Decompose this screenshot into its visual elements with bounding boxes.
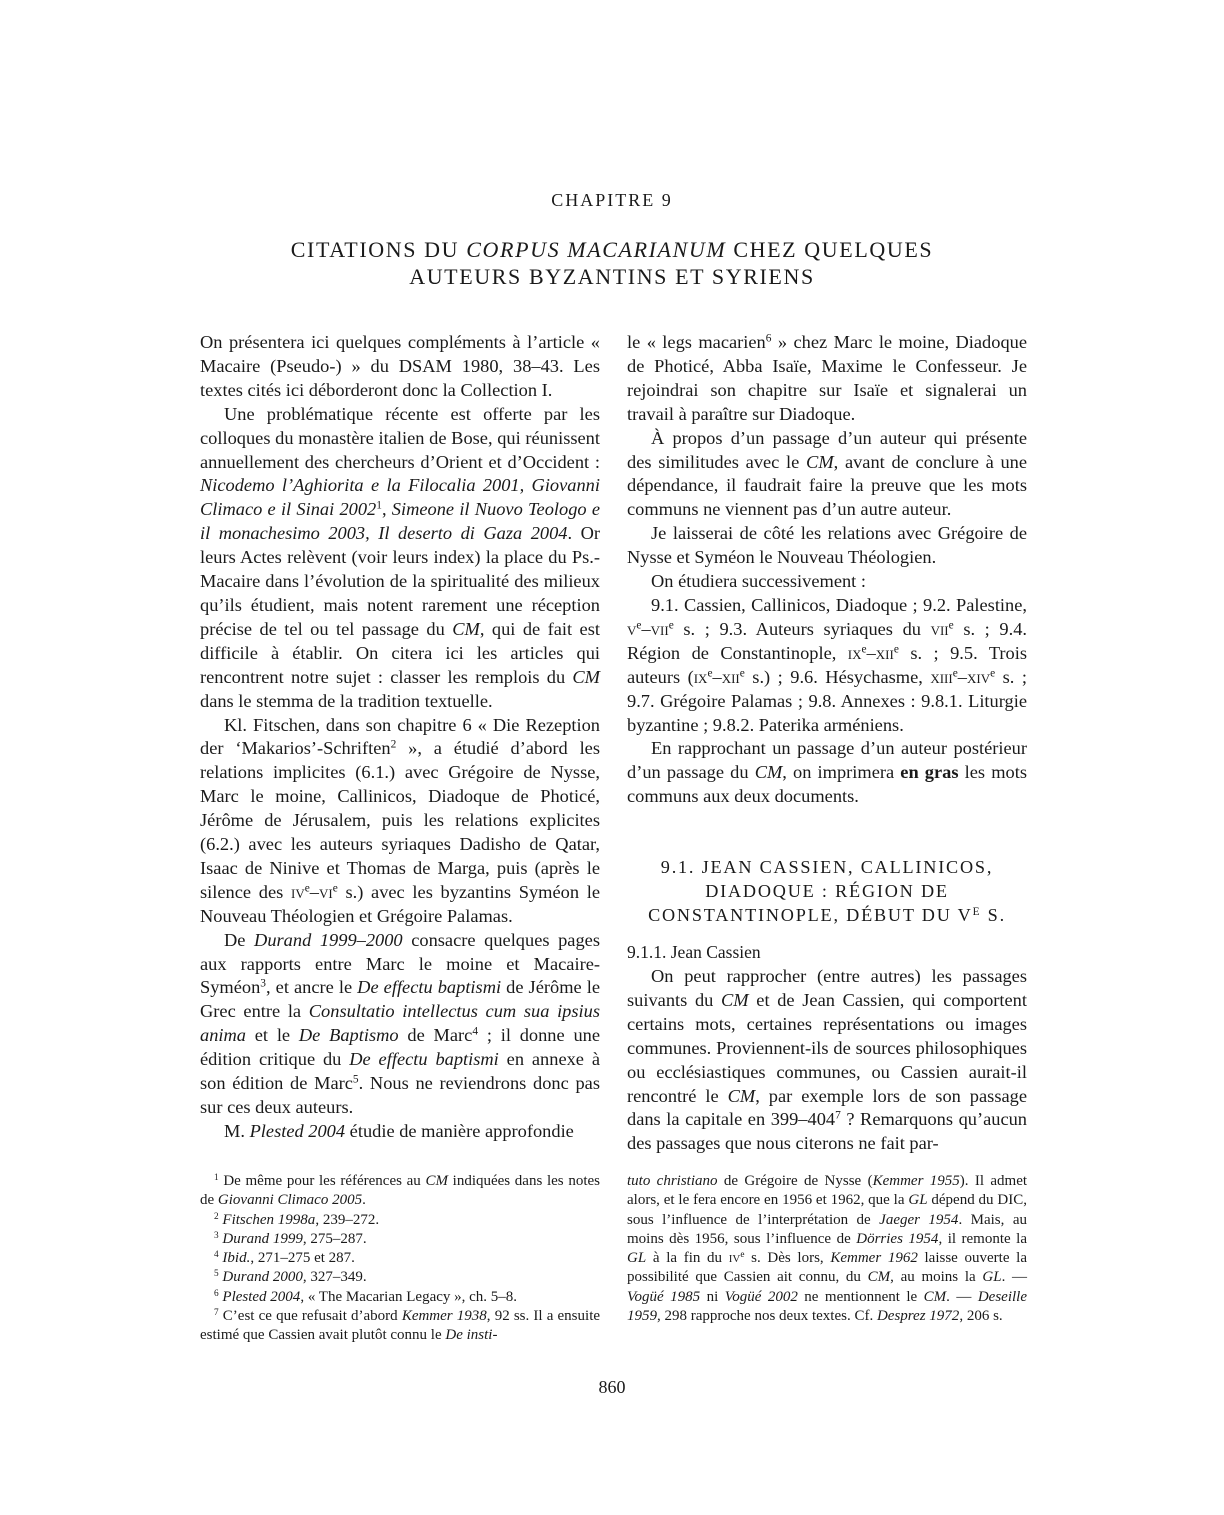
paragraph: On peut rapprocher (entre autres) les passages suivants du CM et de Jean Cassien, qui comportent certains mots, certaines représentations ou images communes. Proviennent-ils de sources philosophiques ou ecclésiastiques communes, ou Cassien aurait-il rencontré le CM, par exemple lors de son passage dans la capitale en $399-404^7$ ? Remarquons qu’aucun des passages que nous citerons ne fait par-: [627, 966, 1027, 1154]
paragraph: De Durand 1999–2000 consacre quelques pages aux rapports entre Marc le moine et Macaire-Syméon$^3$, et ancre le De effectu baptismi de Jérôme le Grec entre la Consultatio intellectus cum sua ipsius anima et le De Baptismo de Marc$^4$ ; il donne une édition critique du De effectu baptismi en annexe à son édition de Marc$^5$. Nous ne reviendrons donc pas sur ces deux auteurs.: [200, 929, 601, 1117]
footnote-ref: 6: [765, 332, 772, 345]
section-heading-line: CONSTANTINOPLE, DÉBUT DU $V^E$ S.: [648, 905, 1006, 926]
paragraph: M. Plested 2004 étudie de manière approfondie: [224, 1120, 574, 1141]
title-text: CITATIONS DU: [290, 237, 467, 262]
paragraph: On présentera ici quelques compléments à l’article « Macaire (Pseudo-) » du DSAM 1980, 38–43. Les textes cités ici déborderont donc la Collection I.: [200, 332, 600, 400]
bold-text: en gras: [900, 762, 959, 783]
section-list: 9.1. Cassien, Callinicos, Diadoque ; 9.2. Palestine, $v^e-vii^e$ s. ; 9.3. Auteurs syriaques du vii$^e$ s. ; 9.4. Région de Constantinople, $ix^e-xii^e$ s. ; 9.5. Trois auteurs ($ix^e-xii^e$ s.) ; 9.6. Hésychasme, xiii$^e$–xiv$^e$ s. ; 9.7. Grégoire Palamas ; 9.8. Annexes : 9.8.1. Liturgie byzantine ; 9.8.2. Paterika arméniens.: [627, 594, 1027, 735]
footnotes-right: [627, 1172, 1027, 1326]
footnote-ref: 5: [352, 1073, 359, 1086]
paragraph: En rapprochant un passage d’un auteur postérieur d’un passage du CM, on imprimera en gras les mots communs aux deux documents.: [627, 738, 1027, 807]
right-column: [627, 331, 1027, 1156]
footnote-ref: 1: [376, 500, 382, 513]
title-text: CHEZ QUELQUES: [726, 237, 934, 262]
footnote: $^5$ Durand 2000, 327–349.: [214, 1269, 367, 1286]
title-italic: CORPUS MACARIANUM: [466, 237, 727, 262]
paragraph: le « legs macarien$^6$ » chez Marc le moine, Diadoque de Photicé, Abba Isaïe, Maxime le Confesseur. Je rejoindrai son chapitre sur Isaïe et signalerai un travail à paraître sur Diadoque.: [627, 332, 1027, 424]
footnote: $^2$ Fitschen 1998a, 239–272.: [214, 1211, 380, 1228]
left-column: [200, 331, 600, 1144]
footnote: $^1$ De même pour les références au CM indiquées dans les notes de Giovanni Climaco 2005.: [200, 1172, 600, 1209]
footnote-ref: 3: [260, 978, 266, 991]
footnote: $^3$ Durand 1999, 275–287.: [214, 1230, 367, 1247]
paragraph: Kl. Fitschen, dans son chapitre 6 « Die Rezeption der ‘Makarios’-Schriften$^2$ », a étudié d’abord les relations implicites (6.1.) avec Grégoire de Nysse, Marc le moine, Callinicos, Diadoque de Photicé, Jérôme de Jérusalem, puis les relations explicites (6.2.) avec les auteurs syriaques Dadisho de Qatar, Isaac de Ninive et Thomas de Marga, puis (après le silence des $iv^e-vi^e$ s.) avec les byzantins Syméon le Nouveau Théologien et Grégoire Palamas.: [200, 714, 600, 926]
footnote: $^7$ C’est ce que refusait d’abord Kemmer 1938, 92 ss. Il a ensuite estimé que Cassien avait plutôt connu le De insti-: [200, 1307, 601, 1344]
page-number: 860: [598, 1377, 626, 1397]
footnote: $^6$ Plested 2004, « The Macarian Legacy », ch. 5–8.: [214, 1288, 518, 1305]
paragraph: On étudiera successivement :: [651, 571, 866, 592]
footnote-ref: 4: [472, 1026, 479, 1039]
footnotes-left: [200, 1172, 600, 1346]
chapter-title-line-1: [120, 236, 1104, 263]
footnote-continuation: tuto christiano de Grégoire de Nysse (Kemmer 1955). Il admet alors, et le fera encore en 1956 et 1962, que la GL dépend du DIC, sous l’influence de l’interprétation de Jaeger 1954. Mais, au moins dès 1956, sous l’influence de Dörries 1954, il remonte la GL à la fin du $iv^e$ s. Dès lors, Kemmer 1962 laisse ouverte la possibilité que Cassien ait connu, du CM, au moins la GL. — Vogüé 1985 ni Vogüé 2002 ne mentionnent le CM. — Deseille 1959, 298 rapproche nos deux textes. Cf. Desprez 1972, 206 s.: [627, 1173, 1028, 1325]
subsection-title: 9.1.1. Jean Cassien: [627, 942, 761, 963]
chapter-title-line-2: AUTEURS BYZANTINS ET SYRIENS: [409, 264, 815, 289]
chapter-label: CHAPITRE 9: [551, 190, 673, 210]
paragraph: Une problématique récente est offerte par les colloques du monastère italien de Bose, qui réunissent annuellement des chercheurs d’Orient et d’Occident : Nicodemo l’Aghiorita e la Filocalia 2001, Giovanni Climaco e il Sinai 2002$^1$, Simeone il Nuovo Teologo e il monachesimo 2003, Il deserto di Gaza 2004. Or leurs Actes relèvent (voir leurs index) la place du Ps.-Macaire dans l’évolution de la spiritualité des milieux qu’ils étudient, mais notent rarement une réception précise de tel ou tel passage du CM, qui de fait est difficile à établir. On citera ici les articles qui rencontrent notre sujet : classer les remplois du CM dans le stemma de la tradition textuelle.: [200, 403, 601, 711]
chapter-title: [120, 236, 1104, 290]
paragraph: Je laisserai de côté les relations avec Grégoire de Nysse et Syméon le Nouveau Théologien.: [627, 523, 1027, 568]
footnote-ref: 7: [835, 1110, 841, 1123]
section-heading-line: 9.1. JEAN CASSIEN, CALLINICOS,: [660, 857, 994, 878]
section-heading: [627, 855, 1027, 927]
paragraph: À propos d’un passage d’un auteur qui présente des similitudes avec le CM, avant de conclure à une dépendance, il faudrait faire la preuve que les mots communs ne viennent pas d’un autre auteur.: [627, 427, 1027, 520]
footnote: $^4$ Ibid., 271–275 et 287.: [214, 1250, 355, 1267]
footnote-ref: 2: [390, 739, 397, 752]
section-heading-line: DIADOQUE : RÉGION DE: [705, 881, 949, 902]
